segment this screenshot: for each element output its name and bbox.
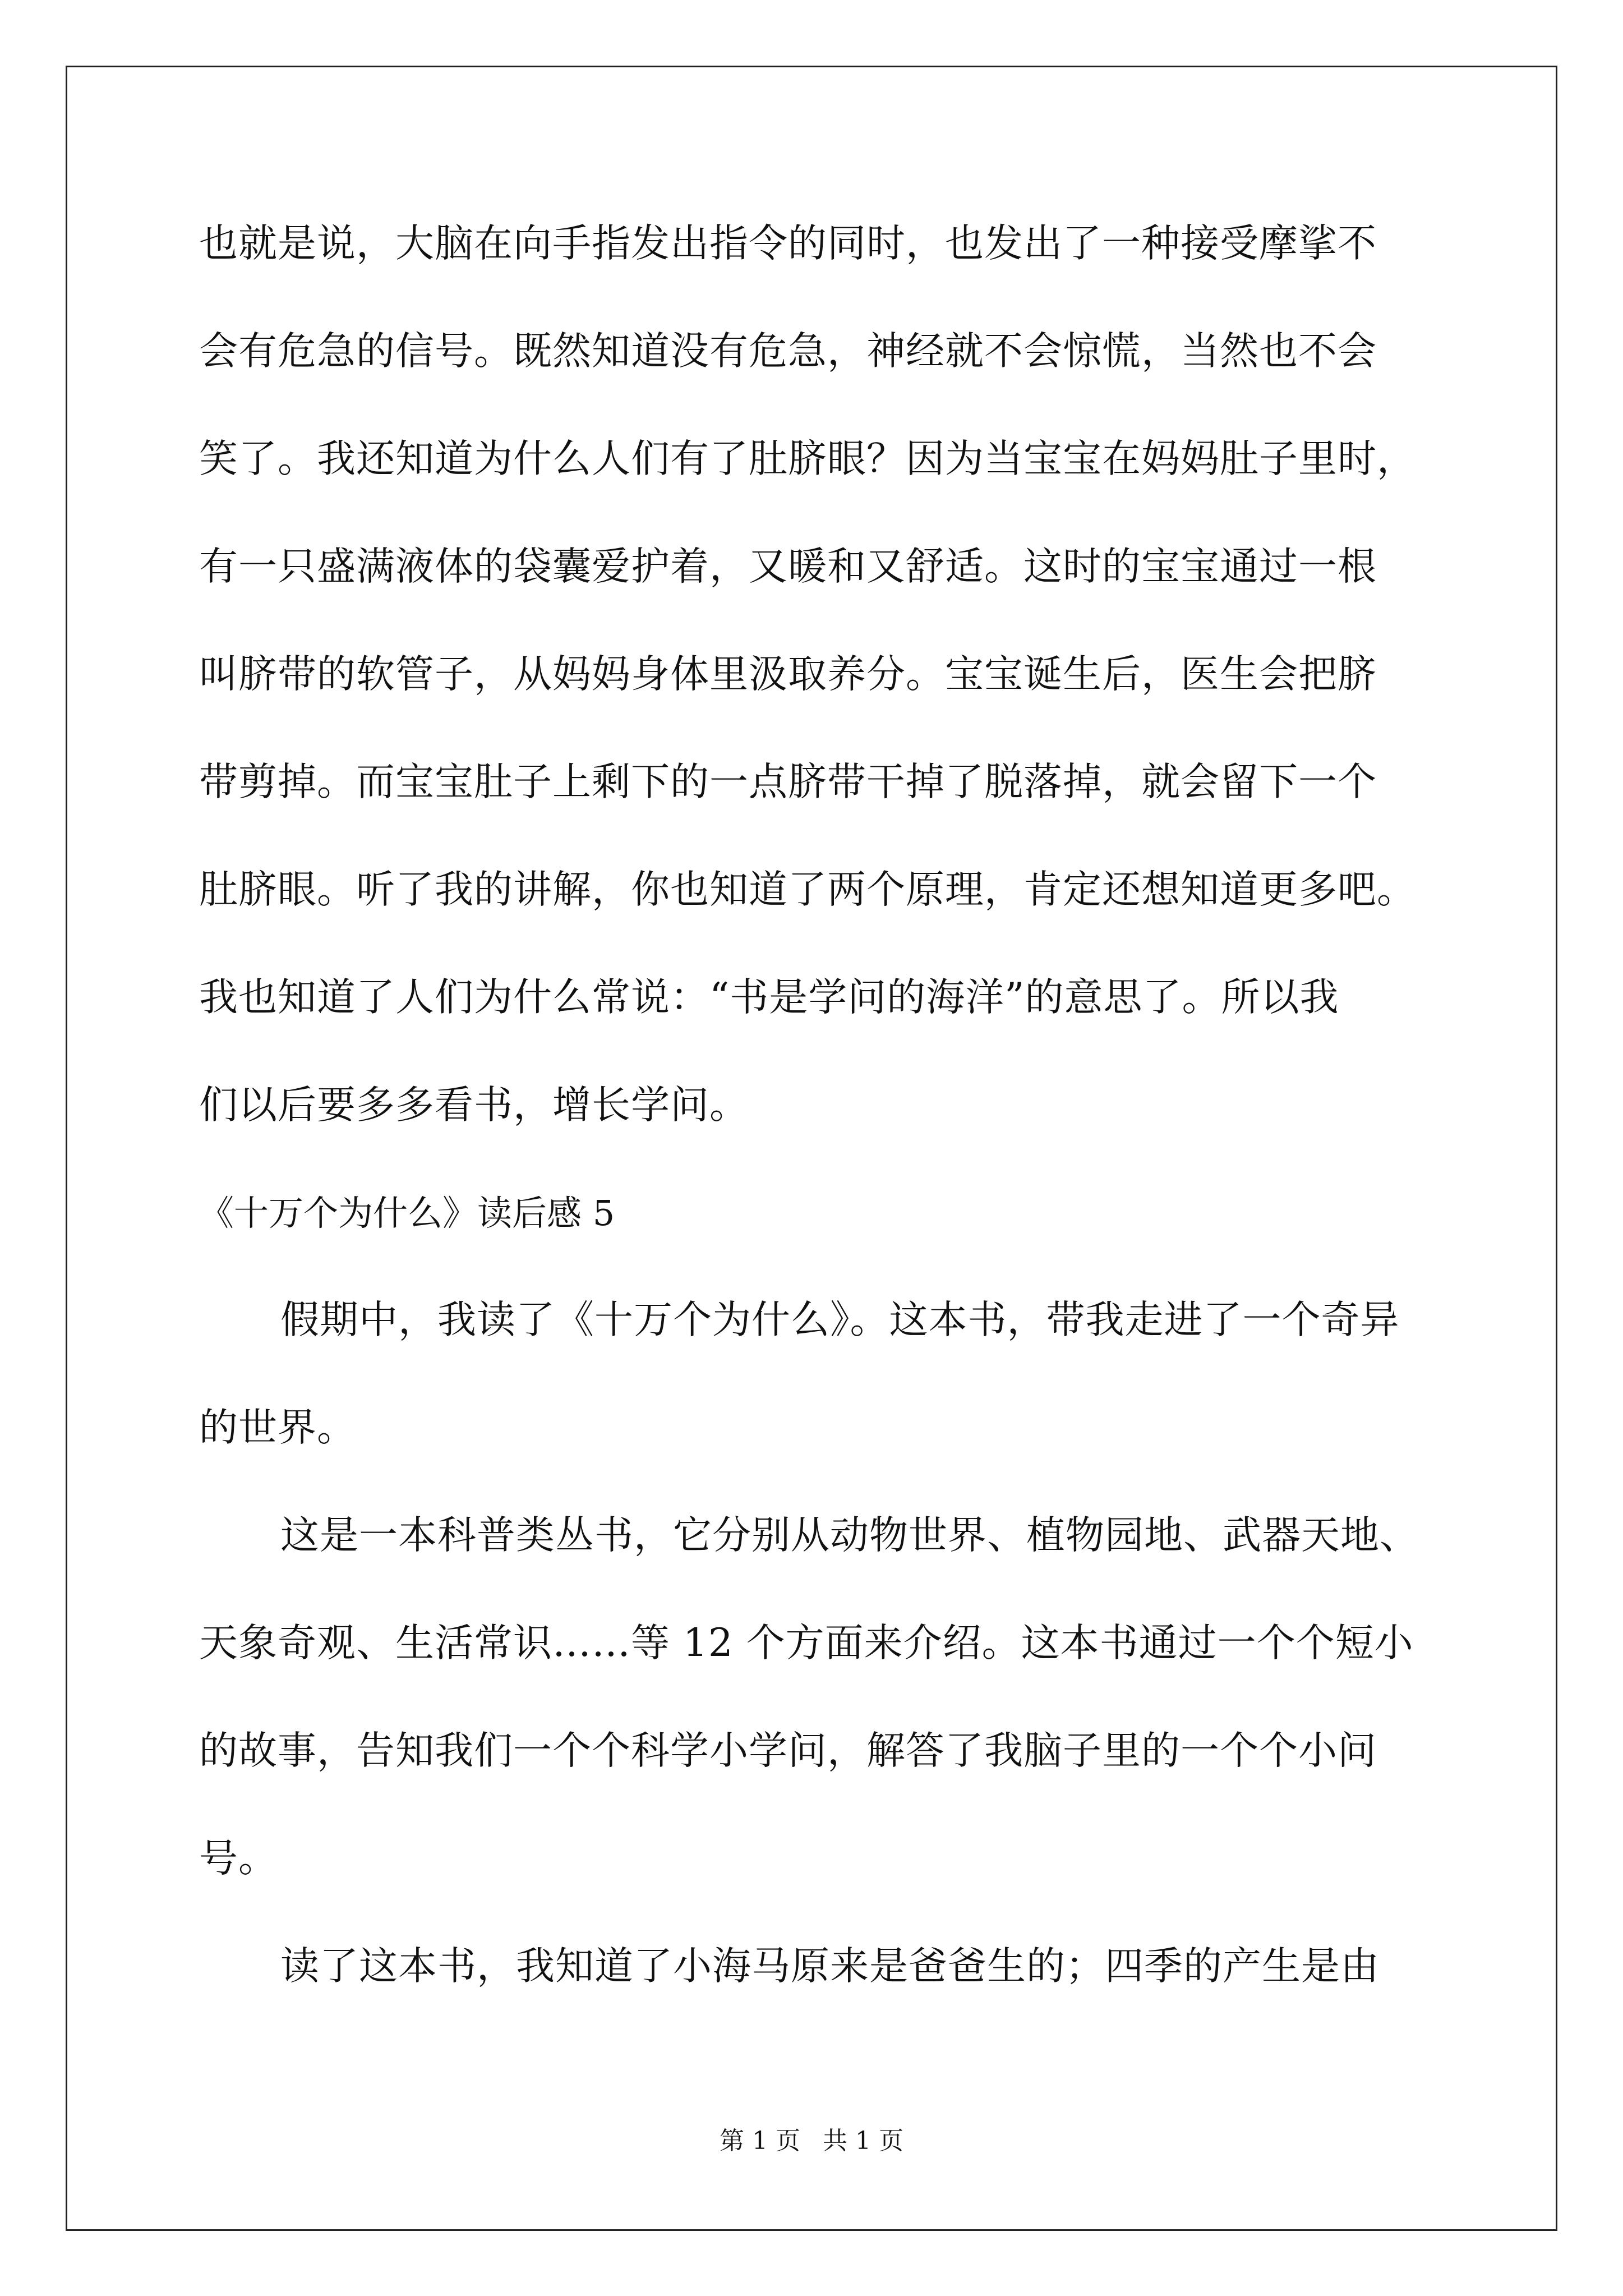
body-line-6: 带剪掉。而宝宝肚子上剩下的一点脐带干掉了脱落掉，就会留下一个 [199, 760, 1377, 804]
body-line-1: 也就是说，大脑在向手指发出指令的同时，也发出了一种接受摩挲不 [199, 221, 1377, 266]
paragraph-1-line-2: 的世界。 [199, 1405, 356, 1450]
body-line-2: 会有危急的信号。既然知道没有危急，神经就不会惊慌，当然也不会 [199, 329, 1377, 374]
body-line-3: 笑了。我还知道为什么人们有了肚脐眼？因为当宝宝在妈妈肚子里时， [199, 436, 1416, 481]
page-border [66, 66, 1557, 2231]
body-line-4: 有一只盛满液体的袋囊爱护着，又暖和又舒适。这时的宝宝通过一根 [199, 544, 1377, 589]
paragraph-2-line-4: 号。 [199, 1836, 278, 1881]
page-total: 共 1 页 [823, 2127, 903, 2155]
paragraph-2-line-2: 天象奇观、生活常识……等 12 个方面来介绍。这本书通过一个个短小 [199, 1621, 1414, 1665]
paragraph-2-line-3: 的故事，告知我们一个个科学小学问，解答了我脑子里的一个个小问 [199, 1728, 1377, 1773]
paragraph-3-line-1: 读了这本书，我知道了小海马原来是爸爸生的；四季的产生是由 [280, 1944, 1380, 1989]
paragraph-1-line-1: 假期中，我读了《十万个为什么》。这本书，带我走进了一个奇异 [280, 1297, 1400, 1342]
body-line-7: 肚脐眼。听了我的讲解，你也知道了两个原理，肯定还想知道更多吧。 [199, 867, 1416, 912]
body-line-9: 们以后要多多看书，增长学问。 [199, 1083, 749, 1128]
paragraph-2-line-1: 这是一本科普类丛书，它分别从动物世界、植物园地、武器天地、 [280, 1513, 1419, 1558]
page-footer [0, 2129, 1623, 2154]
body-line-8: 我也知道了人们为什么常说：“书是学问的海洋”的意思了。所以我 [199, 975, 1339, 1020]
page-number: 第 1 页 [720, 2127, 800, 2155]
section-title: 《十万个为什么》读后感 5 [199, 1193, 615, 1234]
body-line-5: 叫脐带的软管子，从妈妈身体里汲取养分。宝宝诞生后，医生会把脐 [199, 652, 1377, 697]
